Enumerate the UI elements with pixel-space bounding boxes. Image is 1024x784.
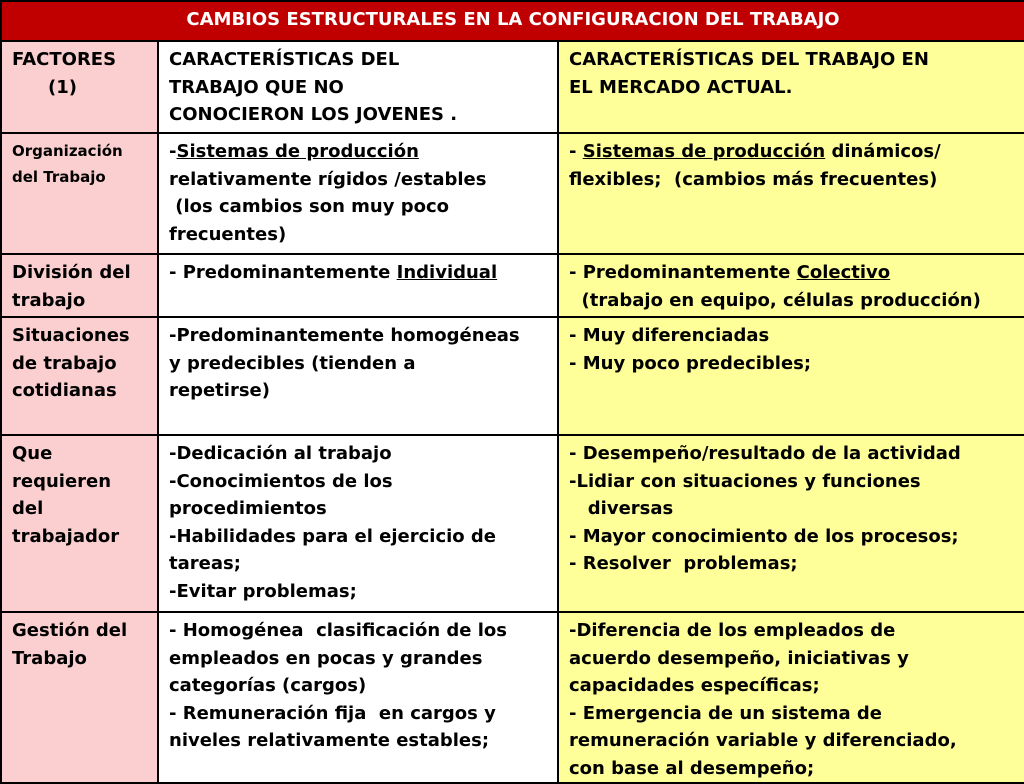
text-segment: - Mayor conocimiento de los procesos;: [569, 525, 959, 547]
text-segment: - Muy poco predecibles;: [569, 352, 812, 374]
row-situaciones: [1, 317, 1024, 435]
cell-line: [569, 259, 1014, 287]
cell-line: [169, 645, 547, 673]
cell-line: [169, 672, 547, 700]
text-segment: - Emergencia de un sistema de: [569, 702, 882, 724]
factor-line: de trabajo: [12, 352, 117, 374]
cell-line: [569, 495, 1014, 523]
cell-line: [169, 727, 547, 755]
cell-line: [569, 755, 1014, 783]
factor-line: Gestión del: [12, 620, 128, 641]
row-gestion: [1, 612, 1024, 783]
cell-line: [569, 287, 1014, 315]
cell-line: [169, 166, 547, 194]
text-segment: relativamente rígidos /estables: [169, 168, 487, 190]
cell-line: [569, 440, 1014, 468]
header-factores-line: FACTORES: [12, 49, 117, 70]
cell-line: [169, 440, 547, 468]
header-row: [1, 41, 1024, 133]
cell-line: [169, 495, 547, 523]
header-factores-line: (1): [48, 76, 77, 98]
text-segment: niveles relativamente estables;: [169, 730, 490, 751]
cell-line: [569, 700, 1014, 728]
past-characteristics-cell: [158, 435, 558, 612]
cell-line: [569, 523, 1014, 551]
cell-line: [169, 193, 547, 221]
header-past-line: TRABAJO QUE NO: [169, 76, 344, 98]
factor-line: División del: [12, 262, 131, 283]
factor-line: Que: [12, 443, 53, 464]
text-segment: - Remuneración fija en cargos y: [169, 702, 496, 724]
text-segment: empleados en pocas y grandes: [169, 647, 483, 669]
text-segment: - Predominantemente: [169, 262, 397, 283]
factor-line: cotidianas: [12, 380, 117, 401]
row-organizacion: [1, 133, 1024, 254]
factor-line: requieren: [12, 470, 112, 492]
factor-cell: [1, 435, 158, 612]
text-segment: -Conocimientos de los: [169, 470, 393, 492]
row-requieren: [1, 435, 1024, 612]
past-characteristics-cell: [158, 133, 558, 254]
cell-line: [169, 523, 547, 551]
text-segment: -Habilidades para el ejercicio de: [169, 525, 497, 547]
cell-line: [569, 468, 1014, 496]
current-characteristics-cell: [558, 254, 1024, 317]
cell-line: [569, 672, 1014, 700]
text-segment: con base al desempeño;: [569, 757, 815, 779]
cell-line: [169, 350, 547, 378]
header-current-line: EL MERCADO ACTUAL.: [569, 76, 793, 98]
cell-line: [169, 322, 547, 350]
factor-cell: [1, 133, 158, 254]
past-characteristics-cell: [158, 612, 558, 783]
cell-line: [169, 221, 547, 249]
cell-line: [569, 727, 1014, 755]
text-segment: -: [569, 141, 583, 162]
header-current-line: CARACTERÍSTICAS DEL TRABAJO EN: [569, 49, 929, 70]
text-segment: - Predominantemente: [569, 262, 797, 283]
current-characteristics-cell: [558, 435, 1024, 612]
header-past-line: CARACTERÍSTICAS DEL: [169, 49, 400, 70]
text-segment: flexibles; (cambios más frecuentes): [569, 168, 938, 190]
cell-line: [169, 377, 547, 405]
underlined-text: Sistemas de producción: [176, 141, 419, 162]
cell-line: [569, 645, 1014, 673]
header-past-line: CONOCIERON LOS JOVENES .: [169, 104, 458, 125]
text-segment: (trabajo en equipo, células producción): [569, 289, 981, 311]
cell-line: [569, 550, 1014, 578]
past-characteristics-cell: [158, 317, 558, 435]
row-division: [1, 254, 1024, 317]
factor-line: del: [12, 498, 44, 519]
factor-cell: [1, 254, 158, 317]
factor-line: trabajador: [12, 525, 120, 547]
cell-line: [569, 138, 1014, 166]
cell-line: [569, 350, 1014, 378]
factor-cell: [1, 317, 158, 435]
text-segment: capacidades específicas;: [569, 675, 820, 696]
text-segment: frecuentes): [169, 223, 287, 245]
text-segment: categorías (cargos): [169, 675, 367, 696]
cell-line: [169, 617, 547, 645]
header-past-characteristics: [158, 41, 558, 133]
text-segment: - Muy diferenciadas: [569, 325, 770, 346]
cell-line: [569, 617, 1014, 645]
text-segment: dinámicos/: [825, 141, 941, 162]
factor-line: Situaciones: [12, 325, 130, 346]
text-segment: procedimientos: [169, 498, 327, 519]
text-segment: -Predominantemente homogéneas: [169, 325, 520, 346]
factor-cell: [1, 612, 158, 783]
text-segment: -Diferencia de los empleados de: [569, 620, 896, 641]
text-segment: -Dedicación al trabajo: [169, 443, 392, 464]
table-title: CAMBIOS ESTRUCTURALES EN LA CONFIGURACION DEL TRABAJO: [1, 1, 1024, 41]
text-segment: - Homogénea clasificación de los: [169, 620, 508, 641]
text-segment: (los cambios son muy poco: [169, 196, 450, 217]
text-segment: repetirse): [169, 380, 270, 401]
text-segment: diversas: [569, 498, 674, 519]
cell-line: [169, 550, 547, 578]
text-segment: -: [169, 141, 177, 162]
factor-line: Organización: [12, 142, 123, 160]
cell-line: [169, 700, 547, 728]
current-characteristics-cell: [558, 133, 1024, 254]
text-segment: y predecibles (tienden a: [169, 352, 416, 374]
text-segment: - Resolver problemas;: [569, 553, 798, 574]
underlined-text: Sistemas de producción: [582, 141, 826, 162]
text-segment: - Desempeño/resultado de la actividad: [569, 443, 961, 464]
factor-line: Trabajo: [12, 647, 87, 669]
text-segment: -Lidiar con situaciones y funciones: [569, 470, 921, 492]
cell-line: [169, 468, 547, 496]
current-characteristics-cell: [558, 612, 1024, 783]
current-characteristics-cell: [558, 317, 1024, 435]
underlined-text: Individual: [396, 262, 498, 283]
past-characteristics-cell: [158, 254, 558, 317]
text-segment: acuerdo desempeño, iniciativas y: [569, 647, 909, 669]
text-segment: remuneración variable y diferenciado,: [569, 730, 957, 751]
cell-line: [169, 259, 547, 287]
text-segment: -Evitar problemas;: [169, 580, 357, 602]
cell-line: [169, 138, 547, 166]
underlined-text: Colectivo: [796, 262, 891, 283]
title-row: [1, 1, 1024, 41]
cell-line: [169, 578, 547, 606]
cell-line: [569, 322, 1014, 350]
factor-line: trabajo: [12, 289, 86, 311]
text-segment: tareas;: [169, 553, 241, 574]
cell-line: [569, 166, 1014, 194]
header-current-characteristics: [558, 41, 1024, 133]
header-factores: [1, 41, 158, 133]
factor-line: del Trabajo: [12, 168, 106, 186]
